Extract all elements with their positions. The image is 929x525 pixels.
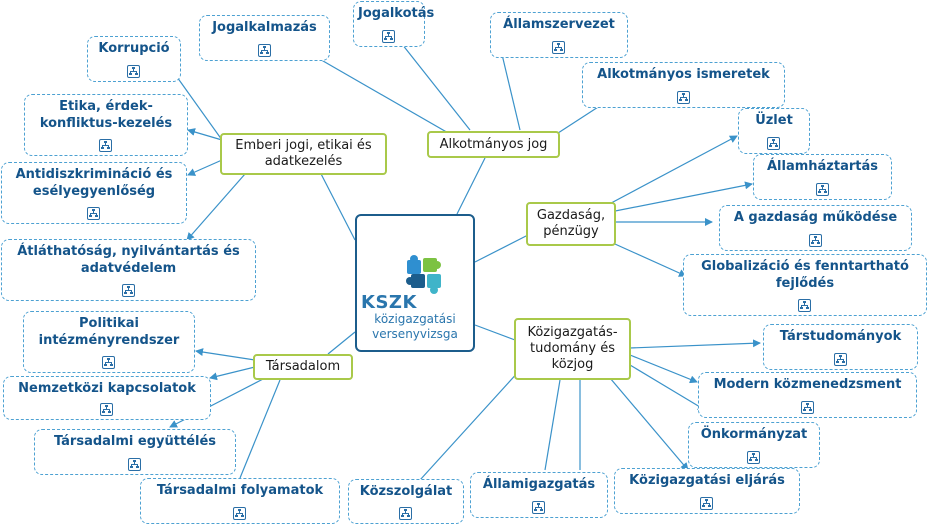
hierarchy-icon[interactable]: [816, 183, 829, 196]
leaf-alkotmanyos-ismeretek[interactable]: [582, 62, 785, 108]
hierarchy-icon[interactable]: [99, 139, 112, 152]
hierarchy-icon[interactable]: [747, 451, 760, 464]
hub-tarsadalom[interactable]: [253, 354, 353, 380]
leaf-label: Etika, érdek-: [59, 99, 153, 114]
central-subtitle-line: versenyvizsga: [372, 327, 458, 341]
leaf-allamhaztartas[interactable]: [753, 154, 892, 200]
leaf-label: adatvédelem: [80, 261, 177, 276]
puzzle-logo-icon: [401, 252, 449, 296]
leaf-label: Államszervezet: [503, 17, 615, 32]
leaf-politikai-intezmenyrendszer[interactable]: [23, 311, 195, 373]
hierarchy-icon[interactable]: [233, 507, 246, 520]
leaf-allamigazgatas[interactable]: [470, 472, 608, 518]
leaf-jogalkotas[interactable]: [353, 1, 435, 47]
hierarchy-icon[interactable]: [552, 41, 565, 54]
leaf-label: Jogalkalmazás: [212, 20, 317, 35]
hub-kozigazgatas[interactable]: [514, 318, 631, 380]
leaf-label: Üzlet: [755, 113, 793, 128]
hub-label: Közigazgatás-: [527, 325, 618, 340]
leaf-onkormanyzat[interactable]: [688, 422, 820, 468]
hierarchy-icon[interactable]: [809, 234, 822, 247]
leaf-label: Modern közmenedzsment: [713, 377, 902, 392]
leaf-nemzetkozi-kapcsolatok[interactable]: [3, 376, 211, 420]
leaf-atlathatosag[interactable]: [1, 239, 256, 301]
leaf-label: Államigazgatás: [482, 477, 596, 492]
leaf-tarsadalmi-folyamatok[interactable]: [140, 478, 340, 524]
hub-label: pénzügy: [543, 224, 599, 239]
leaf-globalizacio[interactable]: [683, 254, 927, 316]
hierarchy-icon[interactable]: [127, 65, 140, 78]
leaf-jogalkalmazas[interactable]: [199, 15, 330, 61]
leaf-label: Nemzetközi kapcsolatok: [18, 381, 196, 396]
hierarchy-icon[interactable]: [399, 507, 412, 520]
central-topic[interactable]: [355, 214, 475, 352]
hierarchy-icon[interactable]: [100, 403, 113, 416]
leaf-label: Alkotmányos ismeretek: [597, 67, 770, 82]
leaf-label: Politikai: [79, 316, 139, 331]
hub-label: Társadalom: [265, 359, 341, 374]
leaf-uzlet[interactable]: [738, 108, 810, 154]
central-subtitle: [357, 312, 473, 342]
leaf-label: fejlődés: [775, 276, 835, 291]
hub-label: Emberi jogi, etikai és: [235, 138, 372, 153]
hub-label: tudomány és: [529, 341, 615, 356]
hierarchy-icon[interactable]: [532, 501, 545, 514]
hub-alkotmanyos-jog[interactable]: [427, 131, 560, 158]
hierarchy-icon[interactable]: [87, 207, 100, 220]
hierarchy-icon[interactable]: [382, 30, 395, 43]
hub-gazdasag[interactable]: [526, 202, 616, 246]
leaf-etika[interactable]: [24, 94, 188, 156]
leaf-label: esélyegyenlőség: [32, 184, 156, 199]
hierarchy-icon[interactable]: [102, 356, 115, 369]
hierarchy-icon[interactable]: [128, 458, 141, 471]
hierarchy-icon[interactable]: [798, 299, 811, 312]
leaf-label: Jogalkotás: [358, 6, 435, 21]
leaf-label: Átláthatóság, nyilvántartás és: [17, 244, 240, 259]
leaf-antidiszkriminacio[interactable]: [1, 162, 187, 224]
leaf-label: Közigazgatási eljárás: [629, 473, 785, 488]
leaf-label: Korrupció: [98, 41, 170, 56]
hub-emberi-jogi[interactable]: [220, 133, 387, 175]
hierarchy-icon[interactable]: [834, 353, 847, 366]
hub-label: Alkotmányos jog: [439, 136, 548, 152]
central-subtitle-line: közigazgatási: [374, 312, 456, 326]
leaf-tarstudomanyok[interactable]: [763, 324, 918, 370]
leaf-tarsadalmi-egyutteles[interactable]: [34, 429, 236, 475]
leaf-label: Társadalmi folyamatok: [156, 483, 324, 498]
leaf-label: Társtudományok: [779, 329, 902, 344]
brand-name: KSZK: [361, 292, 417, 313]
hierarchy-icon[interactable]: [700, 497, 713, 510]
hierarchy-icon[interactable]: [677, 91, 690, 104]
leaf-kozigazgatasi-eljaras[interactable]: [614, 468, 800, 514]
hierarchy-icon[interactable]: [801, 401, 814, 414]
hub-label: közjog: [551, 357, 594, 372]
leaf-kozszolgalat[interactable]: [348, 479, 464, 524]
hub-label: Gazdaság,: [536, 208, 606, 223]
leaf-allamszervezet[interactable]: [490, 12, 628, 58]
leaf-gazdasag-mukodese[interactable]: [719, 205, 912, 251]
leaf-label: konfliktus-kezelés: [39, 116, 173, 131]
hub-label: adatkezelés: [264, 154, 343, 169]
leaf-modern-kozmenedzsment[interactable]: [698, 372, 917, 418]
hierarchy-icon[interactable]: [767, 137, 780, 150]
leaf-label: Globalizáció és fenntartható: [701, 259, 909, 274]
leaf-label: Közszolgálat: [359, 484, 453, 499]
leaf-label: intézményrendszer: [38, 333, 180, 348]
leaf-label: Társadalmi együttélés: [53, 434, 217, 449]
leaf-korrupcio[interactable]: [87, 36, 181, 82]
leaf-label: Államháztartás: [766, 159, 878, 174]
hierarchy-icon[interactable]: [122, 284, 135, 297]
hierarchy-icon[interactable]: [258, 44, 271, 57]
leaf-label: Antidiszkrimináció és: [15, 167, 173, 182]
leaf-label: A gazdaság működése: [733, 210, 898, 225]
leaf-label: Önkormányzat: [700, 427, 808, 442]
